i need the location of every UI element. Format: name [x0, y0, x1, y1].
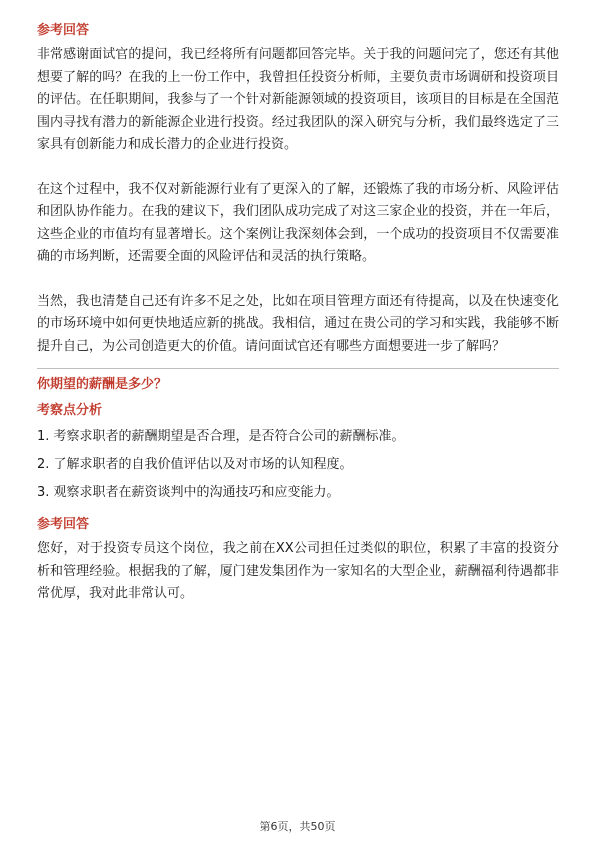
answer-paragraph: 当然，我也清楚自己还有许多不足之处，比如在项目管理方面还有待提高，以及在快速变化的市场环境中如何更快地适应新的挑战。我相信，通过在贵公司的学习和实践，我能够不断提升自己，为公司创造更大的价值。请问面试官还有哪些方面想要进一步了解吗？ — [37, 293, 559, 354]
answer-paragraph: 在这个过程中，我不仅对新能源行业有了更深入的了解，还锻炼了我的市场分析、风险评估和团队协作能力。在我的建议下，我们团队成功完成了对这三家企业的投资，并在一年后，这些企业的市值均有显著增长。这个案例让我深刻体会到，一个成功的投资项目不仅需要准确的市场判断，还需要全面的风险评估和灵活的执行策略。 — [37, 181, 559, 264]
analysis-item: 2. 了解求职者的自我价值评估以及对市场的认知程度。 — [37, 457, 353, 472]
reference-answer-heading: 参考回答 — [37, 517, 90, 532]
reference-answer-heading: 参考回答 — [37, 23, 90, 38]
answer-paragraph: 您好，对于投资专员这个岗位，我之前在XX公司担任过类似的职位，积累了丰富的投资分析和管理经验。根据我的了解，厦门建发集团作为一家知名的大型企业，薪酬福利待遇都非常优厚，我对此非常认可。 — [37, 541, 559, 601]
analysis-heading: 考察点分析 — [37, 403, 103, 418]
analysis-item: 1. 考察求职者的薪酬期望是否合理，是否符合公司的薪酬标准。 — [37, 429, 405, 444]
section-divider — [37, 368, 559, 369]
question-heading: 你期望的薪酬是多少？ — [37, 377, 168, 392]
document-page — [37, 22, 559, 606]
answer-paragraph: 非常感谢面试官的提问，我已经将所有问题都回答完毕。关于我的问题问完了，您还有其他想要了解的吗？在我的上一份工作中，我曾担任投资分析师，主要负责市场调研和投资项目的评估。在任职期间，我参与了一个针对新能源领域的投资项目，该项目的目标是在全国范围内寻找有潜力的新能源企业进行投资。经过我团队的深入研究与分析，我们最终选定了三家具有创新能力和成长潜力的企业进行投资。 — [37, 47, 559, 152]
analysis-item: 3. 观察求职者在薪资谈判中的沟通技巧和应变能力。 — [37, 485, 340, 500]
page-number-footer: 第6页，共50页 — [259, 820, 336, 833]
